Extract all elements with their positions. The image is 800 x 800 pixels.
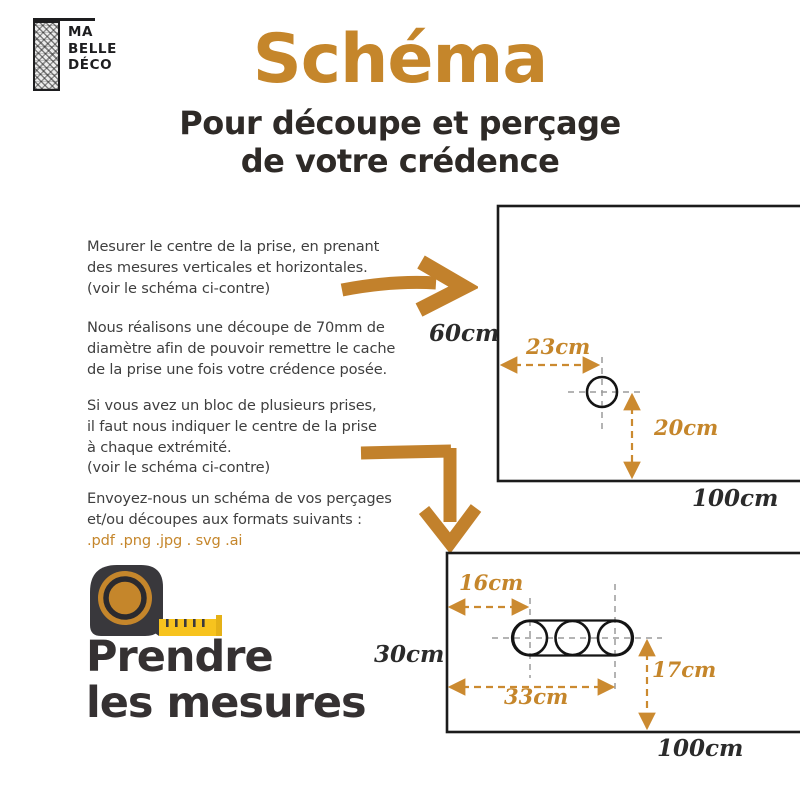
bottom-diagram-dim-first: 16cm <box>459 570 524 595</box>
top-diagram-height-label: 60cm <box>429 320 500 347</box>
text-line: diamètre afin de pouvoir remettre le cache <box>87 339 396 357</box>
footer-heading-line: les mesures <box>86 678 366 728</box>
text-line: Envoyez-nous un schéma de vos perçages <box>87 490 392 507</box>
brand-line: BELLE <box>68 40 117 57</box>
text-line: (voir le schéma ci-contre) <box>87 279 270 297</box>
text-line: de la prise une fois votre crédence posée. <box>87 360 388 378</box>
bottom-diagram-dim-last: 33cm <box>504 684 569 709</box>
text-line: des mesures verticales et horizontales. <box>87 258 368 276</box>
footer-heading-line: Prendre <box>86 632 273 682</box>
credence-top-diagram <box>430 195 800 530</box>
bottom-diagram-width-label: 100cm <box>657 735 744 762</box>
bottom-diagram-height-label: 30cm <box>374 641 445 668</box>
top-diagram-dim-horizontal: 23cm <box>526 334 591 359</box>
text-line: et/ou découpes aux formats suivants : <box>87 510 362 528</box>
page-subtitle <box>0 104 800 180</box>
file-formats: .pdf .png .jpg . svg .ai <box>87 531 243 549</box>
top-diagram-dim-vertical: 20cm <box>654 415 719 440</box>
text-line: à chaque extrémité. <box>87 438 232 456</box>
text-line: il faut nous indiquer le centre de la prise <box>87 417 377 435</box>
text-line: (voir le schéma ci-contre) <box>87 459 270 477</box>
brand-line: DÉCO <box>68 57 113 73</box>
instruction-paragraph-2 <box>87 318 427 380</box>
subtitle-line: de votre crédence <box>240 142 560 180</box>
page-title: Schéma <box>252 20 548 99</box>
footer-heading <box>86 634 366 726</box>
brand-line: MA <box>68 24 94 40</box>
subtitle-line: Pour découpe et perçage <box>179 104 621 142</box>
text-line: Nous réalisons une découpe de 70mm de <box>87 319 385 336</box>
text-line: Si vous avez un bloc de plusieurs prises, <box>87 397 377 414</box>
text-line: Mesurer le centre de la prise, en prenant <box>87 238 380 255</box>
top-diagram-width-label: 100cm <box>692 485 779 512</box>
bottom-diagram-dim-vertical: 17cm <box>652 657 717 682</box>
